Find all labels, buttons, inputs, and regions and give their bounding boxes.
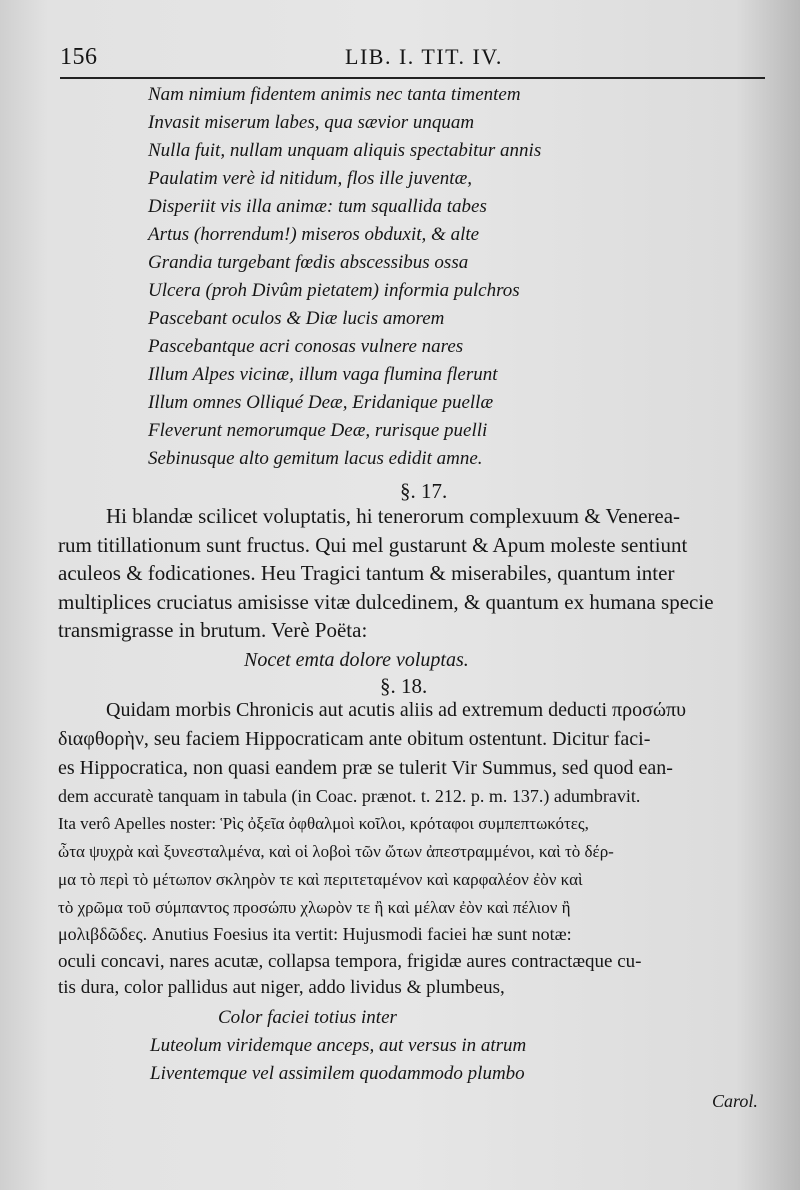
header-rule [60,77,765,79]
verse-line: Nulla fuit, nullam unquam aliquis spectabitur annis [148,140,542,161]
paragraph-line: Quidam morbis Chronicis aut acutis aliis ad extremum deducti προσώπυ [106,699,687,721]
paragraph-line: μολιβδῶδες. Anutius Foesius ita vertit: Hujusmodi faciei hæ sunt notæ: [58,924,572,944]
verse-line: Sebinusque alto gemitum lacus edidit amne. [148,448,483,469]
verse-line: Disperiit vis illa animæ: tum squallida tabes [148,196,487,217]
verse-line: Ulcera (proh Divûm pietatem) informia pulchros [148,280,520,301]
paragraph-line: multiplices cruciatus amisisse vitæ dulcedinem, & quantum ex humana specie [58,590,714,614]
paragraph-line: dem accuratè tanquam in tabula (in Coac. prænot. t. 212. p. m. 137.) adumbravit. [58,786,641,806]
page-header [60,36,770,76]
verse-line: Fleverunt nemorumque Deæ, rurisque puelli [148,420,488,441]
quote-line: Nocet emta dolore voluptas. [244,649,469,671]
verse-line: Illum Alpes vicinæ, illum vaga flumina flerunt [148,364,498,385]
paragraph-line: τὸ χρῶμα τοῦ σύμπαντος προσώπυ χλωρὸν τε ἢ καὶ μέλαν ἐὸν καὶ πέλιον ἢ [58,898,571,917]
catchword: Carol. [712,1091,758,1111]
paragraph-line: μα τὸ περὶ τὸ μέτωπον σκληρὸν τε καὶ περιτεταμένον καὶ καρφαλέον ἐὸν καὶ [58,870,583,889]
page-number: 156 [60,44,98,70]
running-head: LIB. I. TIT. IV. [345,44,503,69]
verse-line: Color faciei totius inter [218,1007,397,1028]
paragraph-line: Ita verô Apelles noster: Ῥὶς ὀξεῖα ὀφθαλμοὶ κοῖλοι, κρόταφοι συμπεπτωκότες, [58,814,589,833]
section-heading-17: §. 17. [400,479,448,503]
section-heading-18: §. 18. [380,674,428,698]
paragraph-line: oculi concavi, nares acutæ, collapsa tempora, frigidæ aures contractæque cu- [58,951,642,972]
verse-line: Invasit miserum labes, qua sævior unquam [148,112,475,133]
verse-line: Illum omnes Olliqué Deæ, Eridanique puellæ [148,392,494,413]
verse-line: Liventemque vel assimilem quodammodo plumbo [150,1063,525,1084]
verse-line: Artus (horrendum!) miseros obduxit, & alte [148,224,480,245]
verse-line: Paulatim verè id nitidum, flos ille juventæ, [148,168,473,189]
paragraph-line: Hi blandæ scilicet voluptatis, hi tenerorum complexuum & Venerea- [106,504,681,528]
paragraph-line: tis dura, color pallidus aut niger, addo lividus & plumbeus, [58,977,505,998]
verse-line: Grandia turgebant fœdis abscessibus ossa [148,252,469,273]
verse-line: Pascebant oculos & Diæ lucis amorem [148,308,445,329]
paragraph-line: aculeos & fodicationes. Heu Tragici tantum & miserabiles, quantum inter [58,561,675,585]
paragraph-line: διαφθορὴν, seu faciem Hippocraticam ante obitum ostentunt. Dicitur faci- [58,728,651,750]
paragraph-line: transmigrasse in brutum. Verè Poëta: [58,618,368,642]
paragraph-line: rum titillationum sunt fructus. Qui mel gustarunt & Apum moleste sentiunt [58,533,688,557]
verse-line: Nam nimium fidentem animis nec tanta timentem [148,84,521,105]
verse-line: Pascebantque acri conosas vulnere nares [148,336,464,357]
verse-line: Luteolum viridemque anceps, aut versus in atrum [150,1035,527,1056]
paragraph-line: es Hippocratica, non quasi eandem præ se tulerit Vir Summus, sed quod ean- [58,757,673,779]
paragraph-line: ὦτα ψυχρὰ καὶ ξυνεσταλμένα, καὶ οἱ λοβοὶ τῶν ὤτων ἀπεστραμμένοι, καὶ τὸ δέρ- [58,842,614,861]
